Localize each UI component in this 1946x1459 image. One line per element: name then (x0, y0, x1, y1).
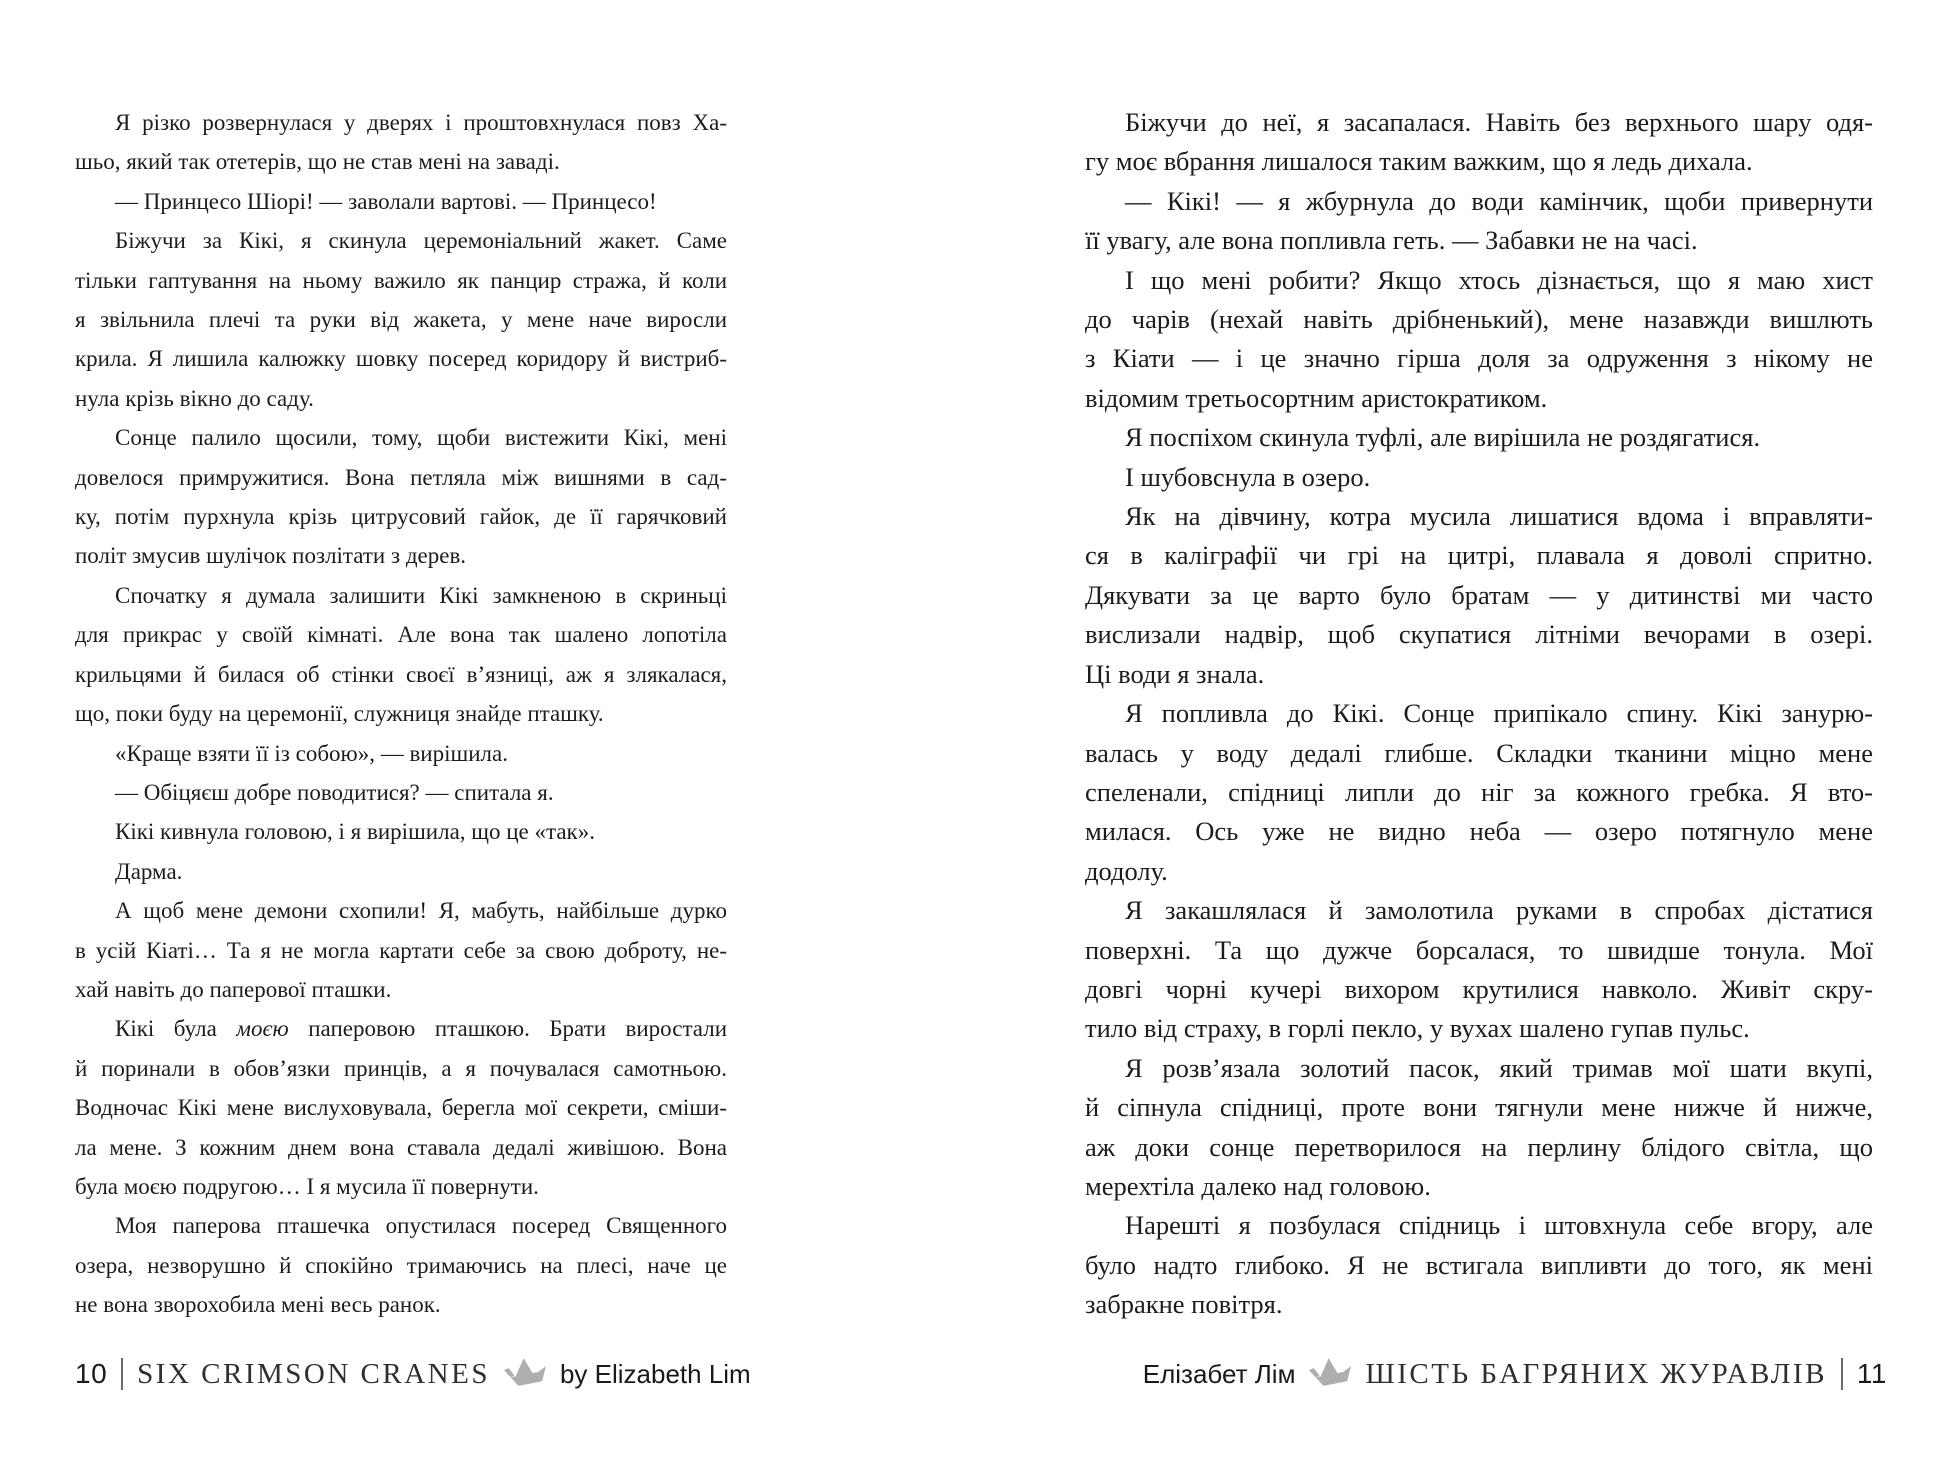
text-line: аж доки сонце перетворилося на перлину блідого світла, що (1085, 1131, 1873, 1162)
author-name: Елізабет Лім (1142, 1358, 1296, 1389)
text-line: Як на дівчину, котра мусила лишатися вдома і вправляти- (1125, 501, 1873, 532)
text-line: забракне повітря. (1085, 1289, 1283, 1320)
text-line: довелося примружитися. Вона петляла між вишнями в сад- (75, 464, 727, 490)
text-line: до чарів (нехай навіть дрібненький), мене назавжди вишлють (1085, 304, 1873, 335)
text-line: Водночас Кікі мене вислуховувала, берегла мої секрети, сміши- (75, 1095, 727, 1121)
byline: by Elizabeth Lim (559, 1358, 751, 1389)
text-line: ку, потім пурхнула крізь цитрусовий гайок, де її гарячковий (75, 504, 727, 530)
text-line: Спочатку я думала залишити Кікі замкненою в скриньці (115, 582, 727, 608)
text-line: не вона зворохобила мені весь ранок. (75, 1292, 441, 1318)
text-line: Я попливла до Кікі. Сонце припікало спину. Кікі занурю- (1125, 698, 1873, 729)
text-line: крила. Я лишила калюжку шовку посеред коридору й вистриб- (75, 346, 727, 372)
text-line: мерехтіла далеко над головою. (1085, 1170, 1431, 1201)
text-line: Кікі була моєю паперовою пташкою. Брати виростали (115, 1016, 727, 1042)
origami-crane-icon (1309, 1358, 1351, 1390)
text-line: вислизали надвір, щоб скупатися літніми вечорами в озері. (1085, 619, 1873, 650)
text-line: я звільнила плечі та руки від жакета, у мене наче виросли (75, 307, 727, 333)
text-line: що, поки буду на церемонії, служниця знайде пташку. (75, 701, 604, 727)
right-page-number: 11 (1856, 1358, 1887, 1389)
text-line: — Обіцяєш добре поводитися? — спитала я. (115, 779, 554, 805)
text-line: з Кіати — і це значно гірша доля за одруження з нікому не (1085, 343, 1873, 374)
text-line: Моя паперова пташечка опустилася посеред Священного (115, 1213, 727, 1239)
text-line: І шубовснула в озеро. (1125, 461, 1371, 492)
book-title-english: SIX CRIMSON CRANES (137, 1357, 490, 1390)
text-line: в усій Кіаті… Та я не могла картати себе за свою доброту, не- (75, 937, 727, 963)
text-line: й сіпнула спідниці, проте вони тягнули мене нижче й нижче, (1085, 1092, 1873, 1123)
text-line: шьо, який так отетерів, що не став мені на заваді. (75, 149, 560, 175)
text-line: й поринали в обов’язки принців, а я почувалася самотньою. (75, 1055, 727, 1081)
left-page-text (75, 103, 727, 1325)
text-line: політ змусив шулічок позлітати з дерев. (75, 543, 467, 569)
text-line: Я розв’язала золотий пасок, який тримав мої шати вкупі, (1125, 1052, 1873, 1083)
text-line: хай навіть до паперової пташки. (75, 976, 392, 1002)
text-line: ла мене. З кожним днем вона ставала дедалі живішою. Вона (75, 1134, 727, 1160)
text-line: довгі чорні кучері вихором крутилися навколо. Живіт скру- (1085, 973, 1873, 1004)
text-line: Кікі кивнула головою, і я вирішила, що це «так». (115, 819, 595, 845)
text-line: Я різко розвернулася у дверях і проштовхнулася повз Ха- (115, 110, 727, 135)
text-line: милася. Ось уже не видно неба — озеро потягнуло мене (1085, 816, 1873, 847)
text-line: тило від страху, в горлі пекло, у вухах шалено гупав пульс. (1085, 1013, 1750, 1044)
text-line: Ці води я знала. (1085, 658, 1265, 689)
text-line: була моєю подругою… І я мусила її повернути. (75, 1173, 539, 1199)
text-line: Я закашлялася й замолотила руками в спробах дістатися (1125, 895, 1873, 926)
text-line: Сонце палило щосили, тому, щоби вистежити Кікі, мені (115, 425, 727, 451)
text-line: валась у воду дедалі глибше. Складки тканини міцно мене (1085, 737, 1873, 768)
text-line: Нарешті я позбулася спідниць і штовхнула себе вгору, але (1125, 1210, 1873, 1241)
text-line: Біжучи до неї, я засапалася. Навіть без верхнього шару одя- (1125, 107, 1873, 137)
text-line: спеленали, спідниці липли до ніг за кожного гребка. Я вто- (1085, 776, 1873, 807)
text-line: нула крізь вікно до саду. (75, 385, 314, 411)
text-line: озера, незворушно й спокійно тримаючись на плесі, наче це (75, 1252, 727, 1278)
text-line: І що мені робити? Якщо хтось дізнається, що я маю хист (1125, 264, 1873, 295)
text-line: Біжучи за Кікі, я скинула церемоніальний жакет. Саме (115, 228, 727, 254)
text-line: відомим третьосортним аристократиком. (1085, 382, 1548, 413)
origami-crane-icon (504, 1358, 546, 1390)
text-line: гу моє вбрання лишалося таким важким, що я ледь дихала. (1085, 146, 1753, 177)
text-line: А щоб мене демони схопили! Я, мабуть, найбільше дурко (115, 898, 727, 924)
text-line: її увагу, але вона попливла геть. — Забавки не на часі. (1085, 225, 1698, 256)
footer-divider (1841, 1358, 1843, 1390)
text-line: додолу. (1085, 855, 1168, 886)
text-line: — Принцесо Шіорі! — заволали вартові. — Принцесо! (115, 188, 657, 214)
text-line: крильцями й билася об стінки своєї в’язниці, аж я злякалася, (75, 661, 727, 687)
text-line: було надто глибоко. Я не встигала випливти до того, як мені (1085, 1249, 1873, 1280)
text-line: поверхні. Та що дужче борсалася, то швидше тонула. Мої (1085, 934, 1873, 965)
book-title-ukrainian: ШІСТЬ БАГРЯНИХ ЖУРАВЛІВ (1365, 1357, 1827, 1390)
right-page-footer (1143, 1352, 1887, 1396)
right-page-text (1085, 103, 1873, 1325)
text-line: Дарма. (115, 858, 183, 884)
text-line: Я поспіхом скинула туфлі, але вирішила не роздягатися. (1125, 422, 1761, 453)
text-line: Дякувати за це варто було братам — у дитинстві ми часто (1085, 579, 1873, 610)
footer-divider (121, 1358, 123, 1390)
left-page-number: 10 (75, 1358, 108, 1389)
text-line: «Краще взяти її із собою», — вирішила. (115, 740, 508, 766)
text-line: ся в каліграфії чи грі на цитрі, плавала я доволі спритно. (1085, 540, 1873, 571)
text-line: для прикрас у своїй кімнаті. Але вона так шалено лопотіла (75, 622, 727, 648)
text-line: — Кікі! — я жбурнула до води камінчик, щоби привернути (1125, 185, 1873, 216)
text-line: тільки гаптування на ньому важило як панцир стража, й коли (75, 267, 727, 293)
left-page-footer (75, 1352, 751, 1396)
